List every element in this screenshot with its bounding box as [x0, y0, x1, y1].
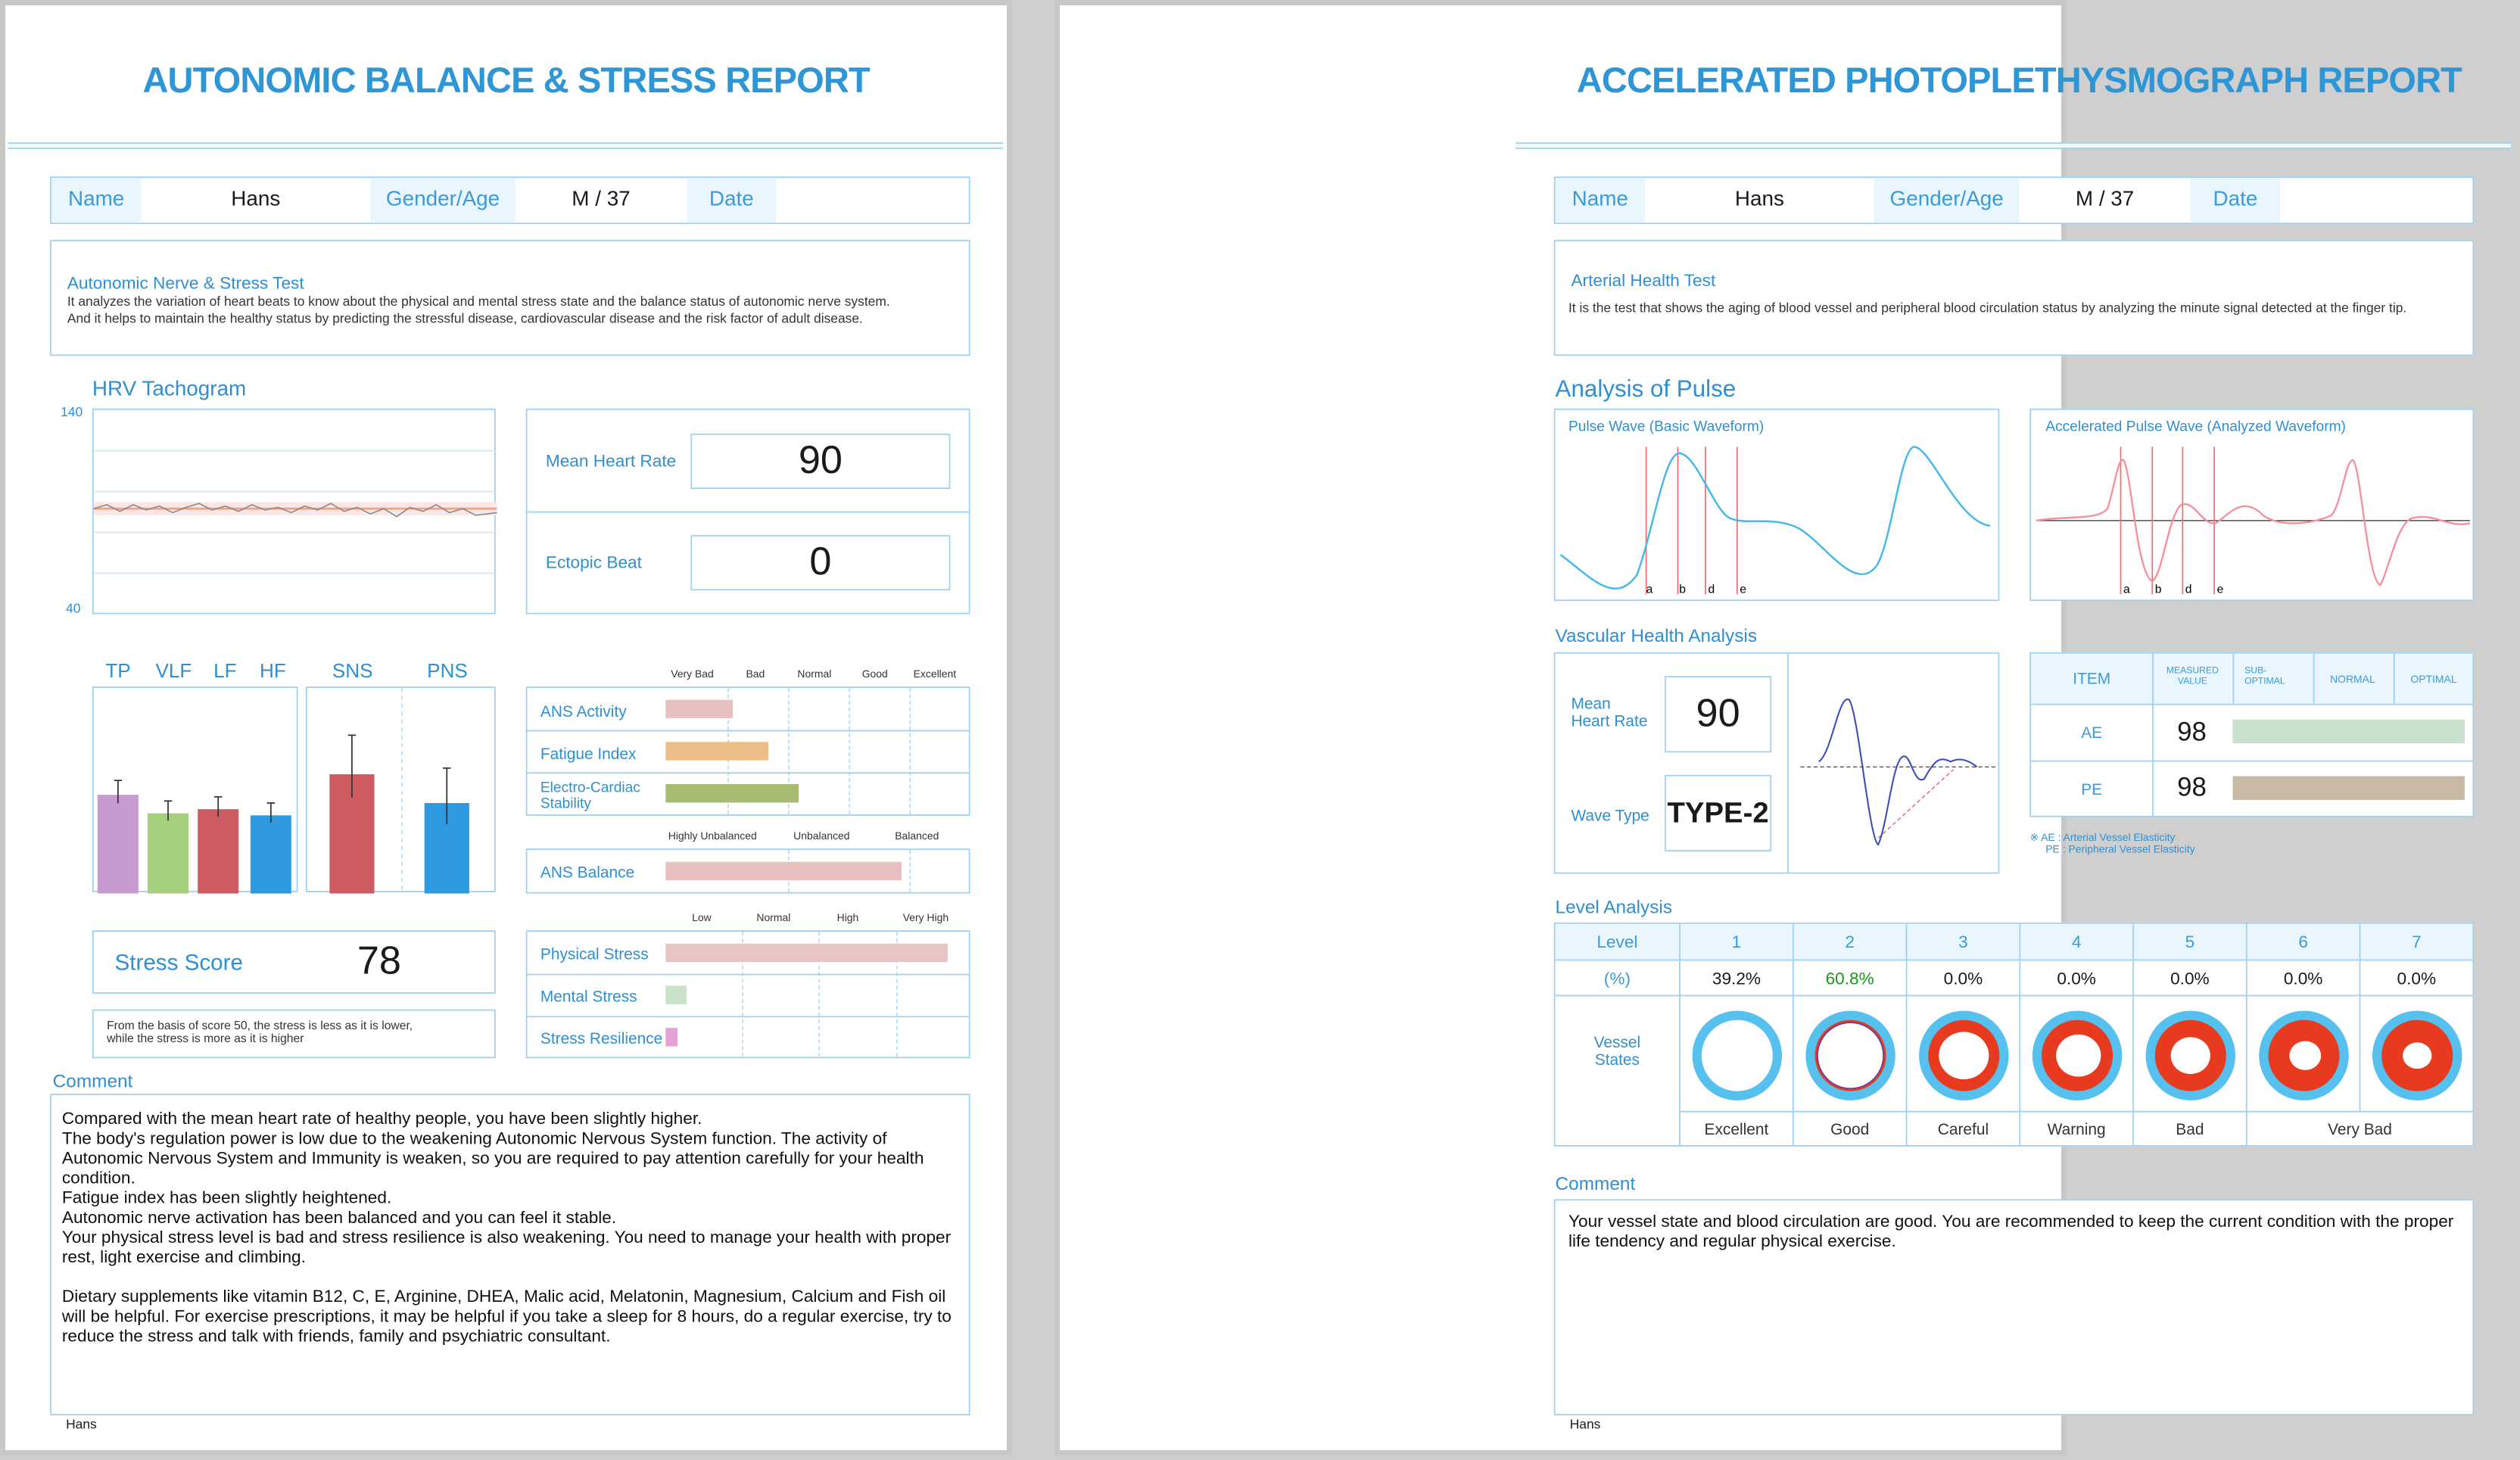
level-pct-3: 0.0%: [1906, 960, 2020, 995]
vessel-cell-6: [2246, 995, 2360, 1111]
level-5: 5: [2132, 924, 2246, 960]
date-label: Date: [687, 178, 776, 223]
comment-line: Autonomic Nervous System and Immunity is weaken, so you are required to pay attention carefully for your health: [61, 1147, 924, 1168]
vessel-lumen-2: [1818, 1023, 1883, 1088]
comment-label: Comment: [1555, 1172, 1636, 1194]
scale-normal-stress: Normal: [756, 911, 791, 924]
vessel-cell-2: [1793, 995, 1906, 1111]
accelerated-waveform-title: Accelerated Pulse Wave (Analyzed Waveform): [2045, 419, 2346, 435]
level-pct-2: 60.8%: [1793, 960, 1906, 995]
level-pct-4: 0.0%: [2019, 960, 2132, 995]
basic-waveform-title: Pulse Wave (Basic Waveform): [1568, 419, 1765, 435]
scale-high: High: [836, 911, 859, 924]
tachogram-svg: [94, 410, 497, 616]
marker-e: e: [2216, 583, 2224, 596]
vessel-svg-5: [2134, 995, 2247, 1111]
tachogram-ymin: 40: [66, 602, 81, 617]
ae-label: AE: [2081, 723, 2103, 742]
vessel-label-1: Vessel: [1593, 1033, 1641, 1052]
pe-value: 98: [2177, 774, 2207, 803]
scale-unbalanced: Unbalanced: [793, 830, 850, 842]
ectopic-label: Ectopic Beat: [545, 552, 642, 572]
spectrum-chart: [92, 686, 298, 892]
level-pct-7: 0.0%: [2360, 960, 2473, 995]
state-good: Good: [1793, 1113, 1906, 1146]
patient-name: Hans: [231, 188, 281, 211]
vessel-cell-3: [1906, 995, 2020, 1111]
vessel-svg-7: [2360, 995, 2474, 1111]
ae-note: ※ AE : Arterial Vessel Elasticity: [2029, 831, 2176, 844]
comment-line: Your physical stress level is bad and stress resilience is also weakening. You need to manage your health with proper: [61, 1226, 952, 1247]
name-label: Name: [51, 178, 141, 223]
title-rule: [1515, 142, 2511, 149]
test-heading: Arterial Health Test: [1571, 269, 1716, 291]
vessel-cell-7: [2360, 995, 2473, 1111]
vessel-lumen-5: [2171, 1037, 2210, 1074]
vascular-hr-label-2: Heart Rate: [1571, 711, 1648, 730]
level-table: [1554, 923, 2474, 1147]
vlf-label: VLF: [155, 660, 192, 683]
stress-note-line1: From the basis of score 50, the stress is less as it is lower,: [107, 1018, 413, 1032]
state-excellent: Excellent: [1679, 1113, 1793, 1146]
date-label: Date: [2191, 178, 2280, 223]
wave-type-svg: [1556, 654, 2001, 876]
vessel-label-2: States: [1594, 1050, 1640, 1069]
item-header: ITEM: [2073, 669, 2111, 688]
date-value: [2280, 178, 2472, 223]
vessel-wall-1: [1702, 1020, 1773, 1091]
comment-line: Autonomic nerve activation has been balanced and you can feel it stable.: [61, 1206, 617, 1227]
scale-highly-unbalanced: Highly Unbalanced: [668, 830, 757, 842]
scale-excellent: Excellent: [913, 668, 957, 680]
lf-bar: [198, 809, 238, 893]
comment-line: The body's regulation power is low due to the weakening Autonomic Nervous System function. The activity of: [61, 1128, 887, 1148]
name-label: Name: [1556, 178, 1645, 223]
test-desc-line1: It is the test that shows the aging of blood vessel and peripheral blood circulation status by analyzing the minute signal detected at the finger tip.: [1568, 301, 2407, 316]
electro-cardiac-label-2: Stability: [540, 795, 591, 812]
scale-bad: Bad: [746, 668, 765, 680]
report-title: ACCELERATED PHOTOPLETHYSMOGRAPH REPORT: [1576, 61, 2462, 101]
scale-good: Good: [861, 668, 888, 680]
normal-header: NORMAL: [2330, 672, 2375, 685]
vascular-panel: [1554, 652, 1999, 874]
tachogram-chart: [92, 409, 496, 615]
test-desc-line1: It analyzes the variation of heart beats to know about the physical and mental stress state and the balance status of autonomic nerve system.: [67, 295, 890, 310]
tp-bar: [98, 795, 139, 893]
photoplethysmograph-report-page: [1054, 0, 2462, 1455]
measured-header: [2157, 667, 2229, 688]
fatigue-index-label: Fatigue Index: [540, 744, 637, 764]
tp-label: TP: [105, 660, 131, 683]
scale-normal: Normal: [797, 668, 832, 680]
comment-box: [1554, 1199, 2474, 1415]
comment-line: Your vessel state and blood circulation are good. You are recommended to keep the current condition with the proper: [1568, 1211, 2454, 1231]
marker-d: d: [1708, 583, 1715, 596]
vascular-title: Vascular Health Analysis: [1555, 624, 1758, 646]
basic-waveform-svg: [1556, 410, 2001, 602]
stress-resilience-label: Stress Resilience: [540, 1029, 663, 1048]
marker-b: b: [1679, 583, 1686, 596]
level-4: 4: [2019, 924, 2132, 960]
stress-note-line2: while the stress is more as it is higher: [107, 1032, 304, 1045]
level-title: Level Analysis: [1555, 895, 1673, 917]
vessel-lumen-4: [2056, 1035, 2101, 1077]
pns-label: PNS: [427, 660, 468, 683]
wave-type-value: TYPE-2: [1665, 775, 1771, 851]
state-warning: Warning: [2019, 1113, 2132, 1146]
vessel-cell-1: [1679, 995, 1793, 1111]
spectrum-labels: [92, 660, 298, 686]
sub-optimal-header: [2244, 667, 2285, 688]
vessel-svg-3: [1907, 995, 2020, 1111]
stress-score-value: 78: [357, 939, 401, 983]
vessel-svg-6: [2247, 995, 2361, 1111]
stress-note: [92, 1010, 496, 1058]
level-2: 2: [1793, 924, 1906, 960]
marker-e: e: [1740, 583, 1747, 596]
hf-bar: [251, 815, 291, 893]
stress-score-label: Stress Score: [114, 950, 243, 976]
comment-label: Comment: [52, 1069, 133, 1091]
electro-cardiac-label-1: Electro-Cardiac: [540, 780, 640, 796]
report-title: AUTONOMIC BALANCE & STRESS REPORT: [142, 61, 870, 101]
gender-age-value: M / 37: [572, 188, 631, 211]
mean-hr-label: Mean Heart Rate: [545, 450, 677, 471]
pct-label: (%): [1603, 967, 1631, 988]
ans-activity-label: ANS Activity: [540, 702, 627, 721]
vessel-svg-1: [1681, 995, 1794, 1111]
ae-bar: [2232, 720, 2465, 743]
comment-line: life tendency and regular physical exercise.: [1568, 1231, 1896, 1251]
spectrum-svg: [94, 688, 300, 894]
hf-label: HF: [260, 660, 286, 683]
comment-line: reduce the stress and talk with friends, family and psychiatric consultant.: [61, 1325, 611, 1346]
mental-stress-label: Mental Stress: [540, 987, 637, 1006]
level-pct-6: 0.0%: [2246, 960, 2360, 995]
level-6: 6: [2246, 924, 2360, 960]
optimal-header: OPTIMAL: [2410, 672, 2457, 685]
test-desc-line2: And it helps to maintain the healthy status by predicting the stressful disease, cardiovascular disease and the risk factor of adult disease.: [67, 312, 863, 327]
level-7: 7: [2360, 924, 2473, 960]
measured-header-1: MEASURED: [2166, 667, 2219, 677]
state-careful: Careful: [1906, 1113, 2020, 1146]
marker-a: a: [1646, 583, 1653, 596]
vessel-states-label: [1556, 1035, 1680, 1069]
state-bad: Bad: [2132, 1113, 2246, 1146]
level-1: 1: [1679, 924, 1793, 960]
comment-line: rest, light exercise and climbing.: [61, 1247, 306, 1267]
comment-line: condition.: [61, 1167, 136, 1188]
sub-optimal-header-2: OPTIMAL: [2244, 677, 2285, 687]
vessel-lumen-7: [2403, 1042, 2431, 1069]
ectopic-value: 0: [690, 535, 950, 590]
sns-label: SNS: [332, 660, 373, 683]
gender-age-label: Gender/Age: [1874, 178, 2020, 223]
footer-name: Hans: [66, 1418, 97, 1433]
vessel-cell-4: [2019, 995, 2132, 1111]
test-description: [1554, 240, 2474, 356]
gender-age-value: M / 37: [2075, 188, 2135, 211]
patient-name: Hans: [1734, 188, 1784, 211]
comment-text: [1568, 1211, 2453, 1250]
marker-d: d: [2185, 583, 2192, 596]
vascular-hr-value: 90: [1665, 676, 1771, 752]
comment-line: Compared with the mean heart rate of healthy people, you have been slightly higher.: [61, 1108, 702, 1128]
mean-hr-value: 90: [690, 434, 950, 489]
vlf-bar: [148, 814, 188, 894]
level-pct-1: 39.2%: [1679, 960, 1793, 995]
elasticity-notes: [2029, 832, 2194, 855]
basic-waveform-chart: [1554, 409, 1999, 601]
vessel-svg-2: [1794, 995, 1908, 1111]
ans-balance-label: ANS Balance: [540, 863, 635, 882]
level-label: Level: [1596, 931, 1638, 952]
state-very-bad: Very Bad: [2246, 1113, 2472, 1146]
measured-header-2: VALUE: [2177, 677, 2207, 687]
ae-value: 98: [2177, 718, 2207, 747]
level-pct-5: 0.0%: [2132, 960, 2246, 995]
tachogram-ymax: 140: [61, 406, 83, 421]
stress-note-text: [107, 1019, 413, 1045]
comment-line: Dietary supplements like vitamin B12, C, E, Arginine, DHEA, Malic acid, Melatonin, Magnesium, Calcium and Fish oil: [61, 1286, 946, 1306]
stress-score-panel: [92, 930, 496, 994]
level-3: 3: [1906, 924, 2020, 960]
marker-b: b: [2154, 583, 2162, 596]
scale-very-bad: Very Bad: [671, 668, 714, 680]
wave-type-label: Wave Type: [1571, 806, 1649, 825]
pe-bar: [2232, 777, 2465, 800]
patient-info-row: [1554, 176, 2474, 224]
marker-a: a: [2123, 583, 2130, 596]
accelerated-waveform-svg: [2031, 410, 2475, 602]
scale-balanced: Balanced: [895, 830, 939, 842]
vessel-svg-4: [2020, 995, 2134, 1111]
pe-note: PE : Peripheral Vessel Elasticity: [2045, 843, 2195, 856]
comment-line: will be helpful. For exercise prescriptions, it may be helpful if you take a sleep for 8 hours, do a regular exercise, try to: [61, 1306, 952, 1326]
footer-name: Hans: [1569, 1418, 1601, 1433]
physical-stress-label: Physical Stress: [540, 945, 649, 963]
scale-low: Low: [692, 911, 712, 924]
pe-label: PE: [2081, 779, 2103, 798]
accelerated-waveform-chart: [2029, 409, 2474, 601]
elasticity-table: [2029, 652, 2474, 817]
sub-optimal-header-1: SUB-: [2244, 667, 2267, 677]
lf-label: LF: [213, 660, 237, 683]
scale-very-high: Very High: [902, 911, 949, 924]
pulse-title: Analysis of Pulse: [1555, 375, 1737, 403]
tachogram-title: HRV Tachogram: [92, 378, 247, 401]
gender-age-label: Gender/Age: [370, 178, 516, 223]
vascular-hr-label-1: Mean: [1571, 694, 1611, 713]
test-heading: Autonomic Nerve & Stress Test: [67, 272, 304, 293]
comment-line: Fatigue index has been slightly heightened.: [61, 1187, 392, 1207]
vessel-cell-5: [2132, 995, 2246, 1111]
vessel-lumen-6: [2289, 1041, 2321, 1070]
vessel-lumen-3: [1939, 1032, 1989, 1079]
